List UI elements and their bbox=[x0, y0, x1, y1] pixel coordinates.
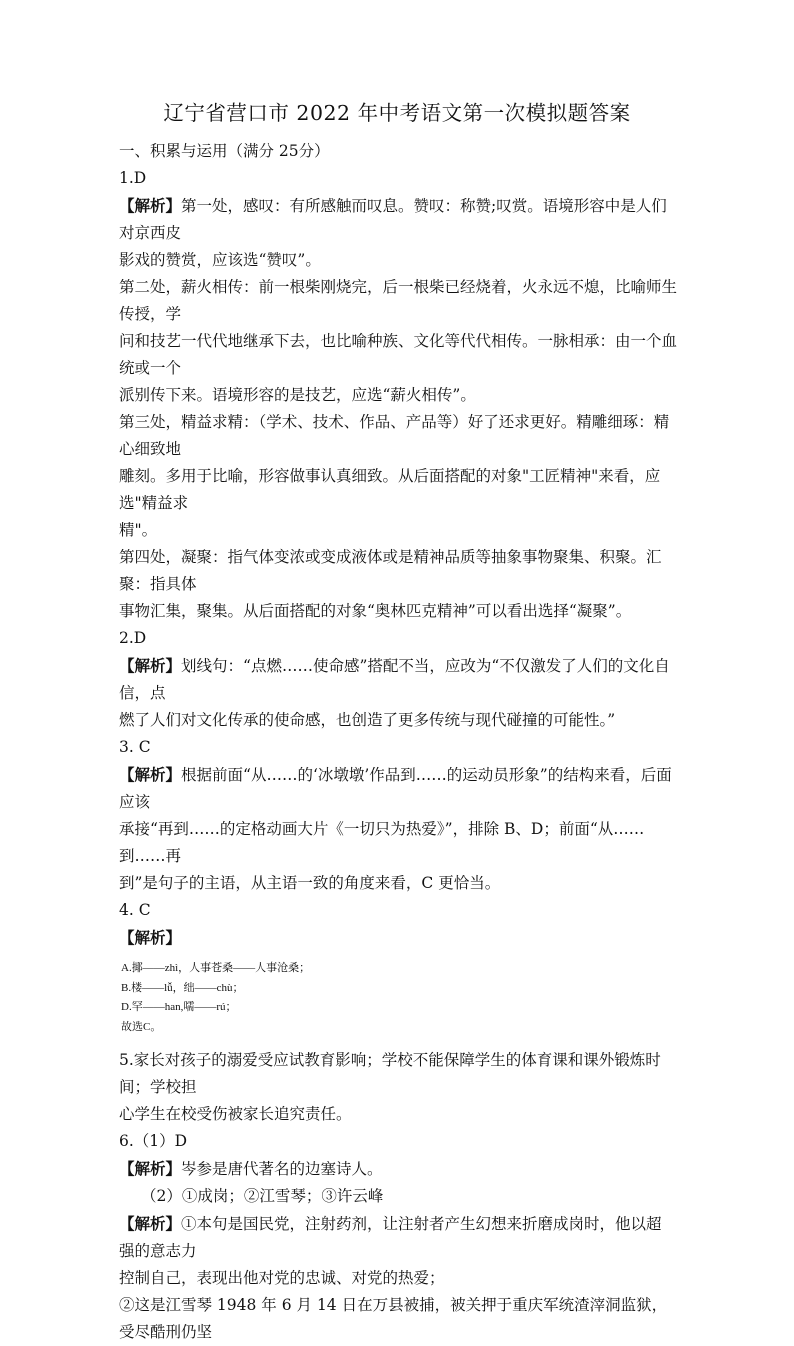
q6-answer: 6.（1）D bbox=[119, 1132, 188, 1150]
figure-line-conclusion: 故选C。 bbox=[121, 1020, 162, 1033]
q6-text-4: ②这是江雪琴 1948 年 6 月 14 日在万县被捕，被关押于重庆军统渣滓洞监狱，受尽酷刑仍坚 bbox=[119, 1296, 668, 1341]
analysis-label: 【解析】 bbox=[119, 765, 182, 784]
q2-answer: 2.D bbox=[119, 629, 147, 647]
q1-text-3: 第二处，薪火相传：前一根柴刚烧完，后一根柴已经烧着，火永远不熄，比喻师生传授，学 bbox=[119, 278, 678, 323]
q6-text-1: 岑参是唐代著名的边塞诗人。 bbox=[181, 1160, 383, 1178]
section-heading: 一、积累与运用（满分 25分） bbox=[119, 142, 330, 160]
q1-text-1: 第一处，感叹：有所感触而叹息。赞叹：称赞;叹赏。语境形容中是人们对京西皮 bbox=[119, 197, 667, 242]
q2-analysis-line bbox=[119, 652, 677, 707]
q3-analysis-line bbox=[119, 761, 677, 816]
document-body bbox=[119, 138, 677, 1346]
analysis-label: 【解析】 bbox=[119, 196, 182, 215]
q2-text-2: 燃了人们对文化传承的使命感，也创造了更多传统与现代碰撞的可能性。” bbox=[119, 711, 616, 729]
analysis-label: 【解析】 bbox=[119, 656, 182, 675]
page-title: 辽宁省营口市 2022 年中考语文第一次模拟题答案 bbox=[163, 101, 631, 125]
q1-text-10: 事物汇集，聚集。从后面搭配的对象“奥林匹克精神”可以看出选择“凝聚”。 bbox=[119, 602, 632, 620]
q5-text-1: 5.家长对孩子的溺爱受应试教育影响；学校不能保障学生的体育课和课外锻炼时间；学校担 bbox=[119, 1051, 661, 1096]
q1-text-8: 精"。 bbox=[119, 521, 158, 539]
q1-analysis-line bbox=[119, 192, 677, 247]
q6-text-3: 控制自己，表现出他对党的忠诚、对党的热爱； bbox=[119, 1269, 445, 1287]
figure-line-b: B.楼——lǚ，绌——chù； bbox=[121, 981, 244, 994]
q1-text-2: 影戏的赞赏，应该选“赞叹”。 bbox=[119, 251, 321, 269]
q2-text-1: 划线句：“点燃……使命感”搭配不当，应改为“不仅激发了人们的文化自信，点 bbox=[119, 657, 670, 702]
q1-text-9: 第四处，凝聚：指气体变浓或变成液体或是精神品质等抽象事物聚集、积聚。汇聚：指具体 bbox=[119, 548, 662, 593]
q1-text-7: 雕刻。多用于比喻，形容做事认真细致。从后面搭配的对象"工匠精神"来看，应选"精益求 bbox=[119, 467, 661, 512]
q5-text-2: 心学生在校受伤被家长追究责任。 bbox=[119, 1105, 352, 1123]
q4-answer: 4. C bbox=[119, 901, 151, 919]
q1-answer: 1.D bbox=[119, 169, 147, 187]
q4-analysis-figure bbox=[121, 959, 677, 1037]
q3-answer: 3. C bbox=[119, 738, 151, 756]
q3-text-2: 承接“再到……的定格动画大片《一切只为热爱》”，排除 B、D；前面“从……到……再 bbox=[119, 820, 645, 865]
q1-text-4: 问和技艺一代代地继承下去，也比喻种族、文化等代代相传。一脉相承：由一个血统或一个 bbox=[119, 332, 678, 377]
q6-text-2: ①本句是国民党，注射药剂，让注射者产生幻想来折磨成岗时，他以超强的意志力 bbox=[119, 1215, 662, 1260]
q1-text-6: 第三处，精益求精：（学术、技术、作品、产品等）好了还求更好。精雕细琢：精心细致地 bbox=[119, 413, 670, 458]
analysis-label: 【解析】 bbox=[119, 1214, 182, 1233]
q6-sub2-answer: （2）①成岗；②江雪琴；③许云峰 bbox=[141, 1187, 384, 1205]
figure-line-d: D.罕——han,嚅——rú； bbox=[121, 1001, 237, 1013]
q3-text-3: 到”是句子的主语，从主语一致的角度来看，C 更恰当。 bbox=[119, 874, 501, 892]
figure-line-a: A.揶——zhì，人事苍桑——人事沧桑； bbox=[121, 962, 311, 974]
q3-text-1: 根据前面“从……的‘冰墩墩’作品到……的运动员形象”的结构来看，后面应该 bbox=[119, 766, 672, 811]
q6-analysis-line bbox=[119, 1155, 677, 1183]
q4-analysis-label: 【解析】 bbox=[119, 928, 182, 947]
analysis-label: 【解析】 bbox=[119, 1159, 182, 1178]
q1-text-5: 派别传下来。语境形容的是技艺，应选“薪火相传”。 bbox=[119, 386, 476, 404]
q6-analysis-line-2 bbox=[119, 1210, 677, 1265]
